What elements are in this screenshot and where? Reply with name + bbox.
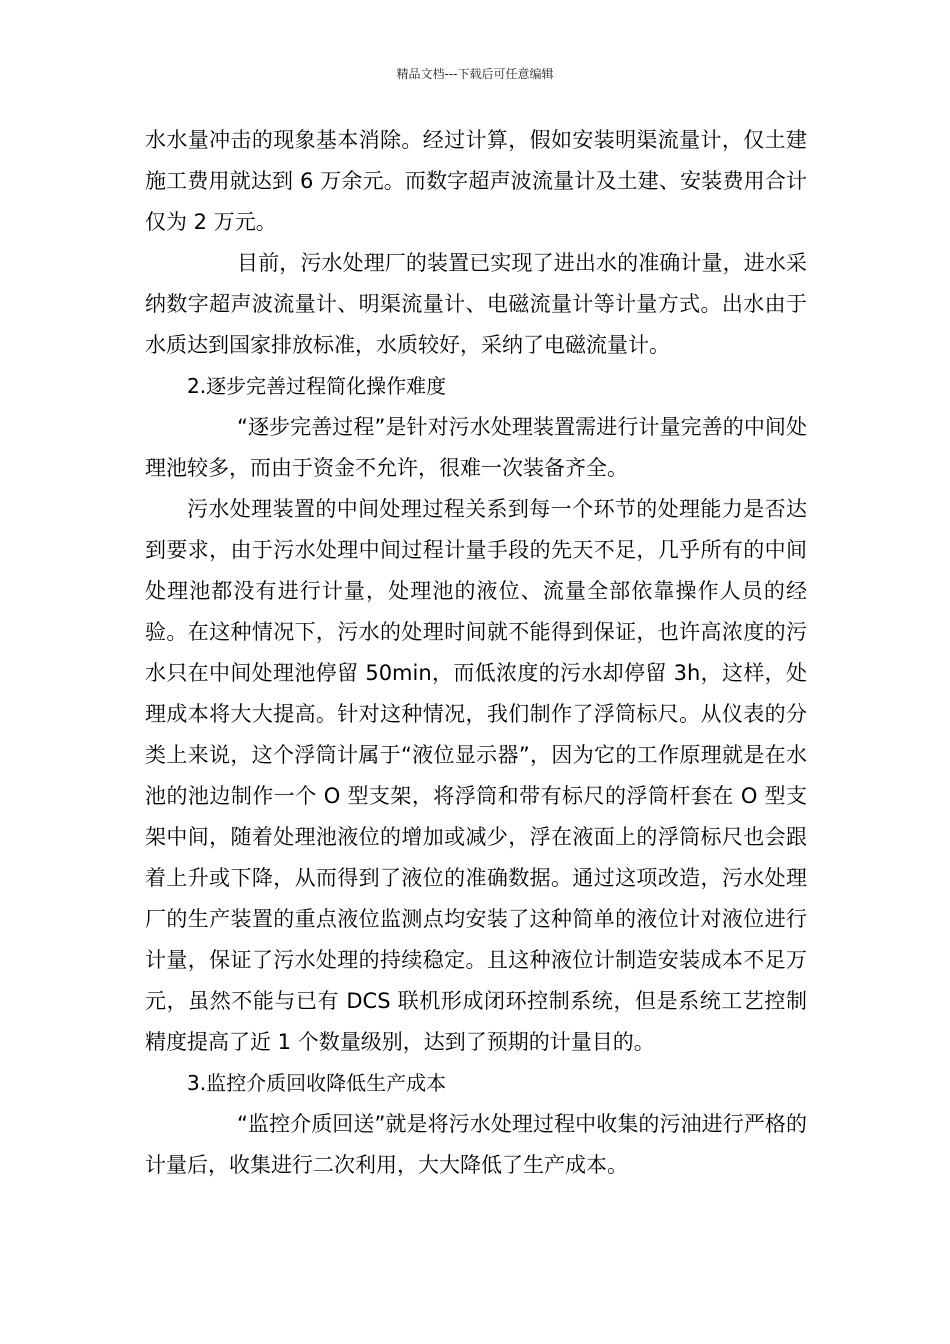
page-header: 精品文档---下载后可任意编辑 (396, 67, 554, 81)
section-heading-2: 2.逐步完善过程简化操作难度 (187, 374, 447, 398)
paragraph-5: “监控介质回送”就是将污水处理过程中收集的污油进行严格的计量后，收集进行二次利用，大大降低了生产成本。 (145, 1112, 807, 1177)
paragraph-2: 目前，污水处理厂的装置已实现了进出水的准确计量，进水采纳数字超声波流量计、明渠流量计、电磁流量计等计量方式。出水由于水质达到国家排放标准，水质较好，采纳了电磁流量计。 (145, 251, 807, 357)
paragraph-1: 水水量冲击的现象基本消除。经过计算，假如安装明渠流量计，仅土建施工费用就达到 6 万余元。而数字超声波流量计及土建、安装费用合计仅为 2 万元。 (145, 128, 807, 234)
paragraph-4: 污水处理装置的中间处理过程关系到每一个环节的处理能力是否达到要求，由于污水处理中间过程计量手段的先天不足，几乎所有的中间处理池都没有进行计量，处理池的液位、流量全部依靠操作人员的经验。在这种情况下，污水的处理时间就不能得到保证，也许高浓度的污水只在中间处理池停留 50min，而低浓度的污水却停留 3h，这样，处理成本将大大提高。针对这种情况，我们制作了浮筒标尺。从仪表的分类上来说，这个浮筒计属于“液位显示器”，因为它的工作原理就是在水池的池边制作一个 O 型支架，将浮筒和带有标尺的浮筒杆套在 O 型支架中间，随着处理池液位的增加或减少，浮在液面上的浮筒标尺也会跟着上升或下降，从而得到了液位的准确数据。通过这项改造，污水处理厂的生产装置的重点液位监测点均安装了这种简单的液位计对液位进行计量，保证了污水处理的持续稳定。且这种液位计制造安装成本不足万元，虽然不能与已有 DCS 联机形成闭环控制系统，但是系统工艺控制精度提高了近 1 个数量级别，达到了预期的计量目的。 (145, 497, 807, 1054)
section-heading-3: 3.监控介质回收降低生产成本 (187, 1071, 447, 1095)
document-body (145, 120, 807, 1186)
paragraph-3: “逐步完善过程”是针对污水处理装置需进行计量完善的中间处理池较多，而由于资金不允许，很难一次装备齐全。 (145, 415, 807, 480)
